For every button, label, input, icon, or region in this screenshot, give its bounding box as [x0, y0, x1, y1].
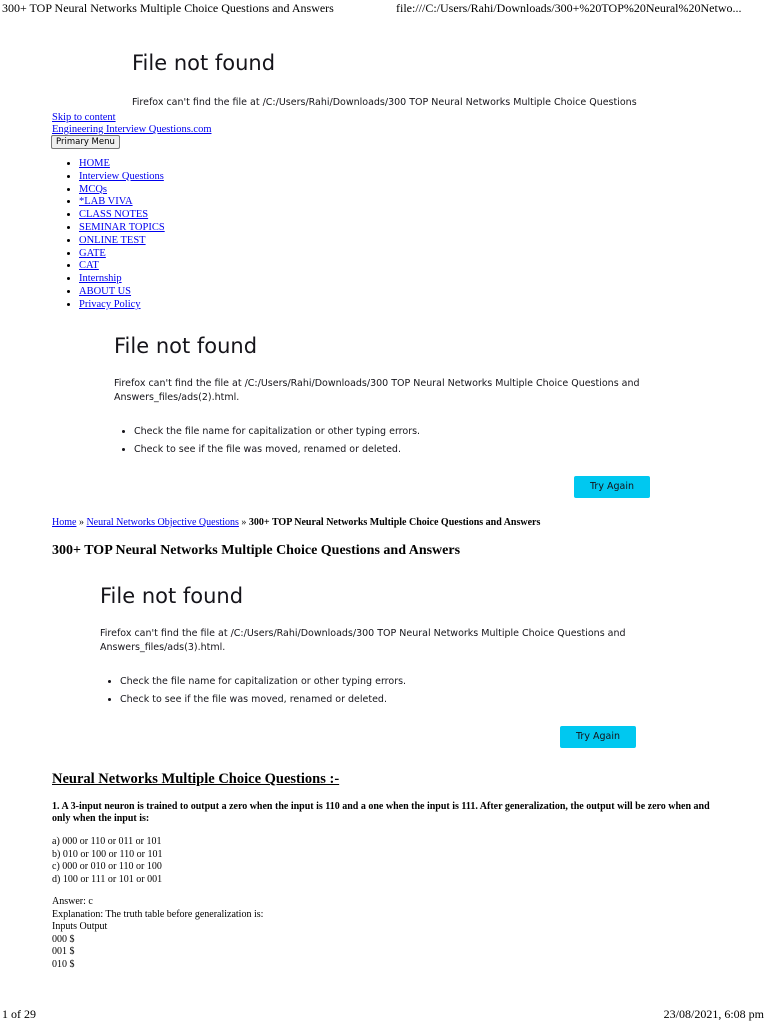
nav-item-class-notes [79, 209, 165, 222]
primary-menu-button[interactable]: Primary Menu [51, 135, 120, 149]
option-b: b) 010 or 100 or 110 or 101 [52, 848, 163, 860]
nav-link-privacy-policy[interactable]: Privacy Policy [79, 298, 141, 310]
error-message: Firefox can't find the file at /C:/Users/Rahi/Downloads/300 TOP Neural Networks Multiple Choice Questions and Answers_files/ads(3).html. [100, 628, 626, 653]
truth-table-row: 000 $ [52, 933, 75, 945]
error-title: File not found [132, 51, 276, 75]
question-options [52, 836, 162, 886]
print-header [0, 0, 768, 16]
nav-item-lab-viva [79, 196, 165, 209]
nav-item-about-us [79, 286, 165, 299]
error-message: Firefox can't find the file at /C:/Users/Rahi/Downloads/300 TOP Neural Networks Multiple Choice Questions [132, 97, 637, 108]
nav-item-online-test [79, 235, 165, 248]
nav-item-internship [79, 273, 165, 286]
nav-link-lab-viva[interactable]: *LAB VIVA [79, 196, 133, 208]
option-c: c) 000 or 010 or 110 or 100 [52, 861, 162, 872]
print-datetime: 23/08/2021, 6:08 pm [663, 1007, 764, 1021]
nav-link-mcqs[interactable]: MCQs [79, 183, 108, 195]
answer: Answer: c [52, 896, 93, 907]
nav-link-class-notes[interactable]: CLASS NOTES [79, 209, 149, 221]
nav-item-interview-questions [79, 171, 165, 184]
try-again-button[interactable]: Try Again [574, 476, 650, 498]
nav-link-about-us[interactable]: ABOUT US [79, 285, 132, 297]
option-a: a) 000 or 110 or 011 or 101 [52, 836, 162, 847]
question-text: 1. A 3-input neuron is trained to output a zero when the input is 110 and a one when the input is 111. After generalization, the output will be zero when and only when the input is: [52, 801, 710, 824]
nav-item-cat [79, 260, 165, 273]
error-title: File not found [114, 334, 258, 358]
error-frame-1 [132, 50, 732, 110]
error-tip: • Check the file name for capitalization or other typing errors. [134, 423, 674, 441]
section-heading: Neural Networks Multiple Choice Questions :- [52, 771, 340, 787]
print-header-title: 300+ TOP Neural Networks Multiple Choice Questions and Answers [2, 1, 334, 15]
answer-block [52, 896, 263, 971]
nav-item-home [79, 158, 165, 171]
nav-link-home[interactable]: HOME [79, 158, 110, 169]
breadcrumb [52, 516, 540, 530]
nav-item-mcqs [79, 184, 165, 197]
nav-link-internship[interactable]: Internship [79, 273, 122, 285]
page-number: 1 of 29 [2, 1007, 36, 1021]
try-again-button[interactable]: Try Again [560, 726, 636, 748]
nav-link-seminar-topics[interactable]: SEMINAR TOPICS [79, 221, 165, 233]
nav-item-gate [79, 248, 165, 261]
print-header-url: file:///C:/Users/Rahi/Downloads/300+%20TOP%20Neural%20Netwo... [396, 1, 742, 15]
nav-item-seminar-topics [79, 222, 165, 235]
explanation: Explanation: The truth table before generalization is: [52, 908, 264, 920]
truth-table-row: 001 $ [52, 946, 75, 957]
nav-link-online-test[interactable]: ONLINE TEST [79, 234, 146, 246]
breadcrumb-category-link[interactable]: Neural Networks Objective Questions [86, 517, 239, 528]
error-tip: • Check to see if the file was moved, renamed or deleted. [134, 441, 674, 459]
nav-link-gate[interactable]: GATE [79, 247, 106, 259]
error-tips [100, 673, 660, 709]
truth-table-row: 010 $ [52, 958, 75, 970]
nav-link-interview-questions[interactable]: Interview Questions [79, 170, 164, 182]
nav-item-privacy-policy [79, 299, 165, 312]
print-footer [0, 1006, 768, 1024]
truth-table-header: Inputs Output [52, 921, 108, 932]
skip-to-content-link[interactable]: Skip to content [52, 112, 116, 123]
error-frame-3 [100, 583, 660, 709]
primary-nav [52, 158, 165, 312]
error-tip: • Check to see if the file was moved, renamed or deleted. [120, 691, 660, 709]
error-tips [114, 423, 674, 459]
breadcrumb-home-link[interactable]: Home [52, 517, 77, 528]
page-title: 300+ TOP Neural Networks Multiple Choice Questions and Answers [52, 543, 461, 558]
error-tip: • Check the file name for capitalization or other typing errors. [120, 673, 660, 691]
error-frame-2 [114, 333, 674, 459]
breadcrumb-current: 300+ TOP Neural Networks Multiple Choice Questions and Answers [248, 517, 541, 528]
nav-link-cat[interactable]: CAT [79, 260, 99, 272]
error-message: Firefox can't find the file at /C:/Users/Rahi/Downloads/300 TOP Neural Networks Multiple Choice Questions and Answers_files/ads(2).html. [114, 378, 640, 403]
breadcrumb-separator: » [76, 517, 87, 528]
option-d: d) 100 or 111 or 101 or 001 [52, 873, 163, 885]
error-title: File not found [100, 584, 244, 608]
breadcrumb-separator: » [238, 517, 249, 528]
site-name-link[interactable]: Engineering Interview Questions.com [52, 124, 212, 135]
